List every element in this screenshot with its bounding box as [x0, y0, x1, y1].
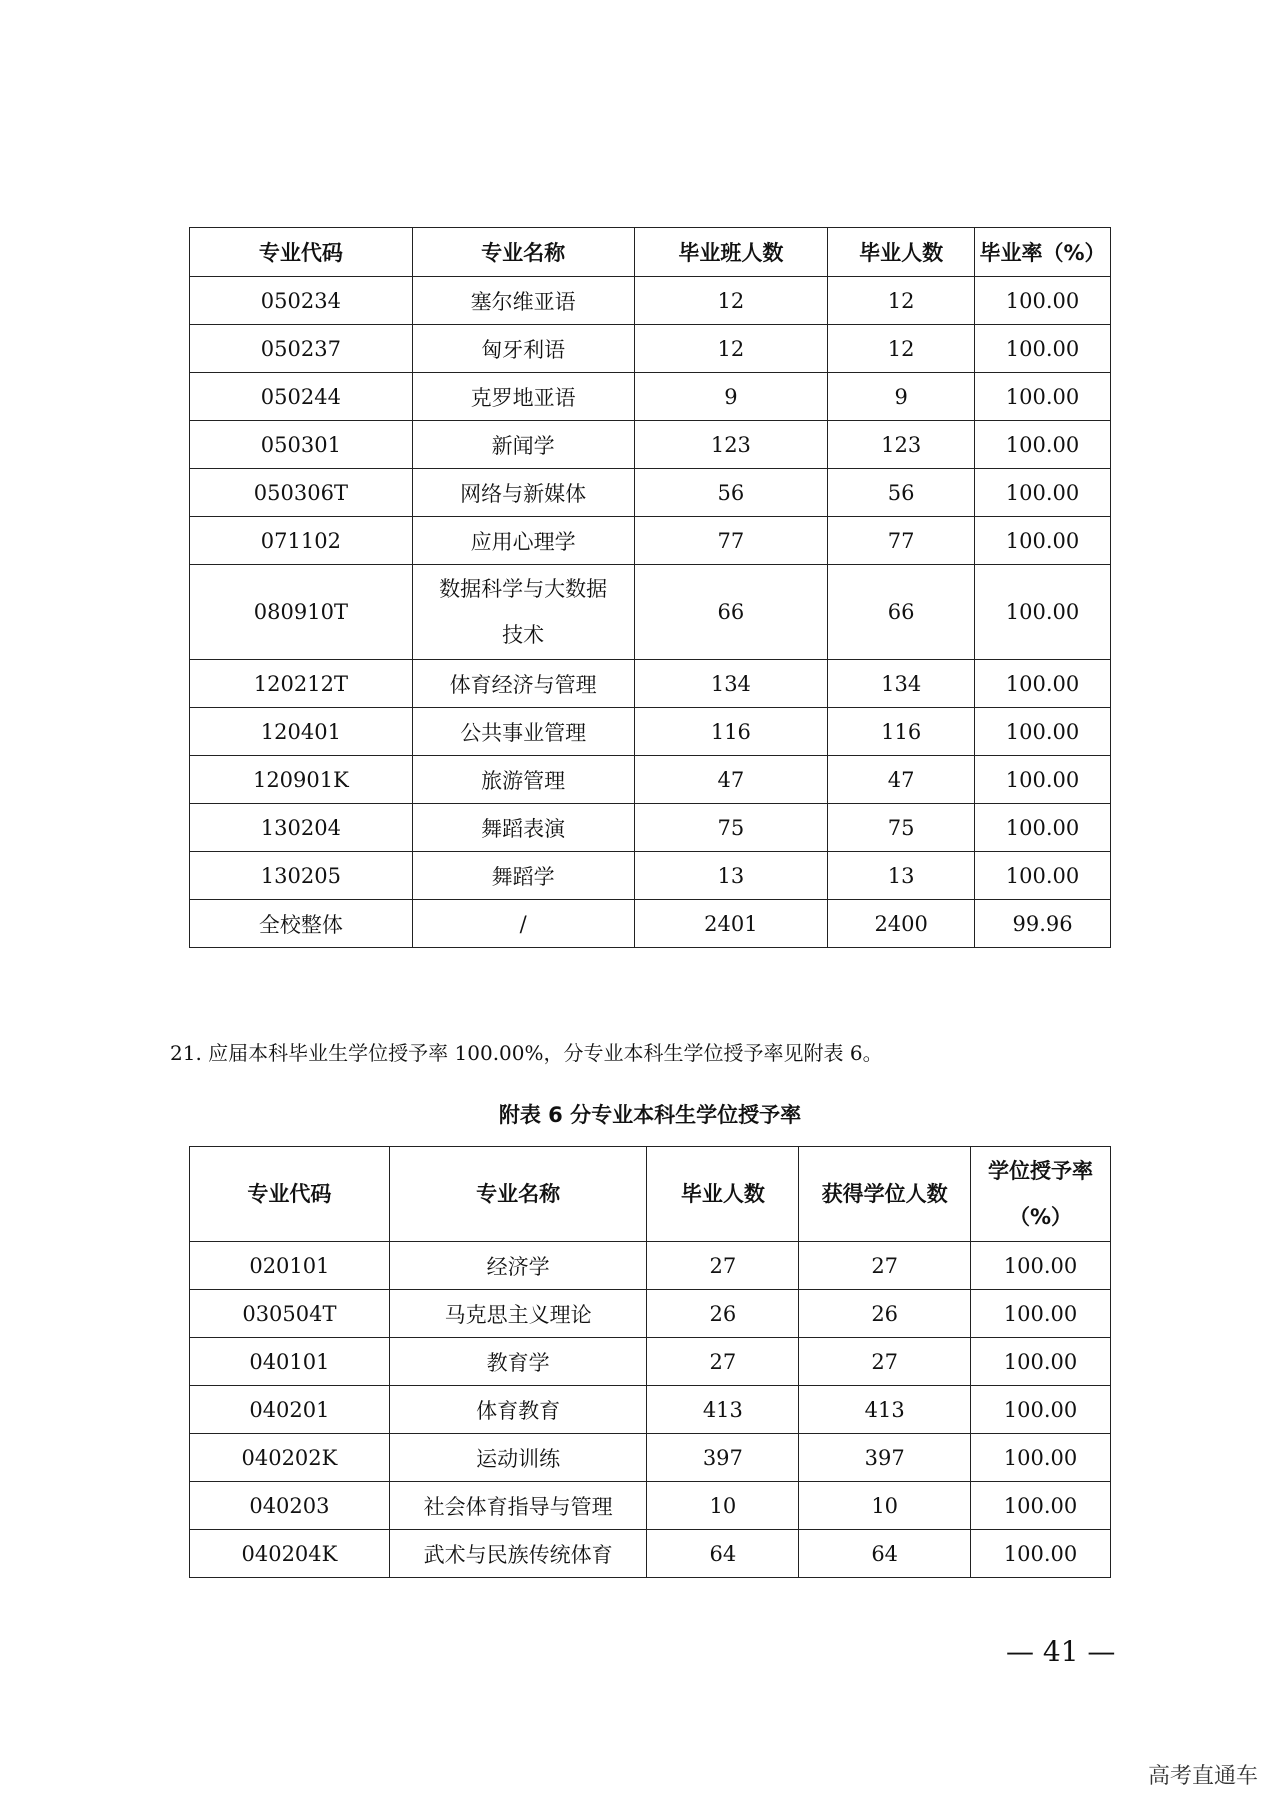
cell-major-name: 新闻学	[412, 421, 634, 469]
cell-rate: 100.00	[975, 708, 1111, 756]
cell-major-name: 克罗地亚语	[412, 373, 634, 421]
cell-rate: 100.00	[975, 565, 1111, 660]
cell-major-code: 040202K	[190, 1434, 390, 1482]
cell-rate: 100.00	[975, 373, 1111, 421]
cell-count-a: 12	[634, 325, 828, 373]
cell-major-code: 050301	[190, 421, 413, 469]
cell-count-a: 413	[647, 1386, 799, 1434]
cell-major-code: 050244	[190, 373, 413, 421]
table-row	[190, 1338, 1111, 1386]
header-major-name: 专业名称	[389, 1147, 647, 1242]
cell-major-code: 080910T	[190, 565, 413, 660]
cell-count-a: 134	[634, 660, 828, 708]
table-caption: 附表 6 分专业本科生学位授予率	[498, 1103, 802, 1127]
cell-count-b: 116	[828, 708, 975, 756]
cell-count-b: 75	[828, 804, 975, 852]
cell-major-code: 040204K	[190, 1530, 390, 1578]
cell-major-name: 应用心理学	[412, 517, 634, 565]
cell-major-name: 塞尔维亚语	[412, 277, 634, 325]
cell-count-a: 47	[634, 756, 828, 804]
cell-major-code: 130205	[190, 852, 413, 900]
cell-count-b: 9	[828, 373, 975, 421]
cell-count-b: 56	[828, 469, 975, 517]
cell-count-a: 26	[647, 1290, 799, 1338]
table-row	[190, 421, 1111, 469]
cell-major-name: 舞蹈表演	[412, 804, 634, 852]
table-row	[190, 1530, 1111, 1578]
cell-count-a: 75	[634, 804, 828, 852]
cell-count-a: 77	[634, 517, 828, 565]
cell-major-name: /	[412, 900, 634, 948]
cell-count-a: 27	[647, 1338, 799, 1386]
cell-count-a: 56	[634, 469, 828, 517]
table-row	[190, 517, 1111, 565]
cell-rate: 100.00	[975, 325, 1111, 373]
cell-rate: 100.00	[975, 852, 1111, 900]
cell-count-b: 12	[828, 277, 975, 325]
cell-rate: 100.00	[975, 469, 1111, 517]
header-degree-count: 获得学位人数	[799, 1147, 971, 1242]
table-row	[190, 1386, 1111, 1434]
header-class-count: 毕业班人数	[634, 228, 828, 277]
page-number: — 41 —	[1006, 1635, 1116, 1668]
cell-major-code: 030504T	[190, 1290, 390, 1338]
cell-major-code: 全校整体	[190, 900, 413, 948]
cell-count-b: 66	[828, 565, 975, 660]
cell-major-code: 040203	[190, 1482, 390, 1530]
table-row	[190, 469, 1111, 517]
cell-count-b: 134	[828, 660, 975, 708]
cell-major-code: 020101	[190, 1242, 390, 1290]
table-header-row	[190, 228, 1111, 277]
cell-rate: 100.00	[975, 277, 1111, 325]
cell-count-a: 12	[634, 277, 828, 325]
cell-rate: 100.00	[971, 1242, 1111, 1290]
cell-major-code: 071102	[190, 517, 413, 565]
header-major-name: 专业名称	[412, 228, 634, 277]
cell-rate: 100.00	[971, 1530, 1111, 1578]
cell-major-name: 社会体育指导与管理	[389, 1482, 647, 1530]
cell-major-code: 130204	[190, 804, 413, 852]
cell-major-code: 040101	[190, 1338, 390, 1386]
cell-rate: 100.00	[975, 804, 1111, 852]
cell-count-b: 47	[828, 756, 975, 804]
cell-rate: 100.00	[975, 756, 1111, 804]
cell-major-name: 马克思主义理论	[389, 1290, 647, 1338]
table-row	[190, 900, 1111, 948]
graduation-rate-table	[189, 227, 1111, 948]
paragraph-degree-rate: 21. 应届本科毕业生学位授予率 100.00%，分专业本科生学位授予率见附表 6。	[170, 1041, 883, 1065]
table-row	[190, 373, 1111, 421]
cell-rate: 100.00	[975, 517, 1111, 565]
cell-major-code: 050234	[190, 277, 413, 325]
cell-major-name: 舞蹈学	[412, 852, 634, 900]
table-row	[190, 660, 1111, 708]
cell-major-name: 公共事业管理	[412, 708, 634, 756]
cell-count-a: 27	[647, 1242, 799, 1290]
table-row	[190, 708, 1111, 756]
header-graduation-rate: 毕业率（%）	[975, 228, 1111, 277]
header-major-code: 专业代码	[190, 1147, 390, 1242]
cell-count-b: 397	[799, 1434, 971, 1482]
cell-major-name: 网络与新媒体	[412, 469, 634, 517]
cell-major-name: 武术与民族传统体育	[389, 1530, 647, 1578]
cell-rate: 100.00	[971, 1386, 1111, 1434]
cell-major-code: 120212T	[190, 660, 413, 708]
cell-count-a: 13	[634, 852, 828, 900]
cell-count-b: 64	[799, 1530, 971, 1578]
cell-count-b: 26	[799, 1290, 971, 1338]
table-row	[190, 1242, 1111, 1290]
cell-count-b: 27	[799, 1242, 971, 1290]
cell-rate: 100.00	[975, 660, 1111, 708]
table-row	[190, 1290, 1111, 1338]
table-row	[190, 325, 1111, 373]
cell-count-b: 2400	[828, 900, 975, 948]
cell-count-a: 64	[647, 1530, 799, 1578]
cell-major-name: 运动训练	[389, 1434, 647, 1482]
cell-major-code: 050237	[190, 325, 413, 373]
cell-count-a: 116	[634, 708, 828, 756]
cell-major-name: 体育教育	[389, 1386, 647, 1434]
header-graduate-count: 毕业人数	[647, 1147, 799, 1242]
table-row	[190, 1434, 1111, 1482]
table-row	[190, 565, 1111, 660]
cell-rate: 100.00	[971, 1482, 1111, 1530]
cell-major-name: 体育经济与管理	[412, 660, 634, 708]
cell-count-a: 2401	[634, 900, 828, 948]
cell-rate: 99.96	[975, 900, 1111, 948]
header-graduate-count: 毕业人数	[828, 228, 975, 277]
table-row	[190, 277, 1111, 325]
cell-rate: 100.00	[971, 1290, 1111, 1338]
cell-major-name: 数据科学与大数据技术	[412, 565, 634, 660]
watermark-logo: 高考直通车	[1147, 1764, 1258, 1789]
cell-count-b: 27	[799, 1338, 971, 1386]
degree-rate-table	[189, 1146, 1111, 1578]
cell-major-code: 040201	[190, 1386, 390, 1434]
cell-count-b: 77	[828, 517, 975, 565]
cell-count-a: 9	[634, 373, 828, 421]
cell-count-b: 413	[799, 1386, 971, 1434]
cell-major-code: 120901K	[190, 756, 413, 804]
cell-count-a: 123	[634, 421, 828, 469]
cell-major-code: 050306T	[190, 469, 413, 517]
cell-major-name: 经济学	[389, 1242, 647, 1290]
cell-count-b: 12	[828, 325, 975, 373]
cell-count-a: 10	[647, 1482, 799, 1530]
table-row	[190, 756, 1111, 804]
header-major-code: 专业代码	[190, 228, 413, 277]
cell-major-name: 匈牙利语	[412, 325, 634, 373]
cell-major-code: 120401	[190, 708, 413, 756]
header-degree-rate: 学位授予率（%）	[971, 1147, 1111, 1242]
cell-count-a: 66	[634, 565, 828, 660]
cell-rate: 100.00	[975, 421, 1111, 469]
cell-rate: 100.00	[971, 1338, 1111, 1386]
cell-rate: 100.00	[971, 1434, 1111, 1482]
table-row	[190, 852, 1111, 900]
table-row	[190, 1482, 1111, 1530]
table-header-row	[190, 1147, 1111, 1242]
cell-count-b: 13	[828, 852, 975, 900]
cell-count-a: 397	[647, 1434, 799, 1482]
cell-major-name: 旅游管理	[412, 756, 634, 804]
cell-major-name: 教育学	[389, 1338, 647, 1386]
cell-count-b: 10	[799, 1482, 971, 1530]
cell-count-b: 123	[828, 421, 975, 469]
table-row	[190, 804, 1111, 852]
